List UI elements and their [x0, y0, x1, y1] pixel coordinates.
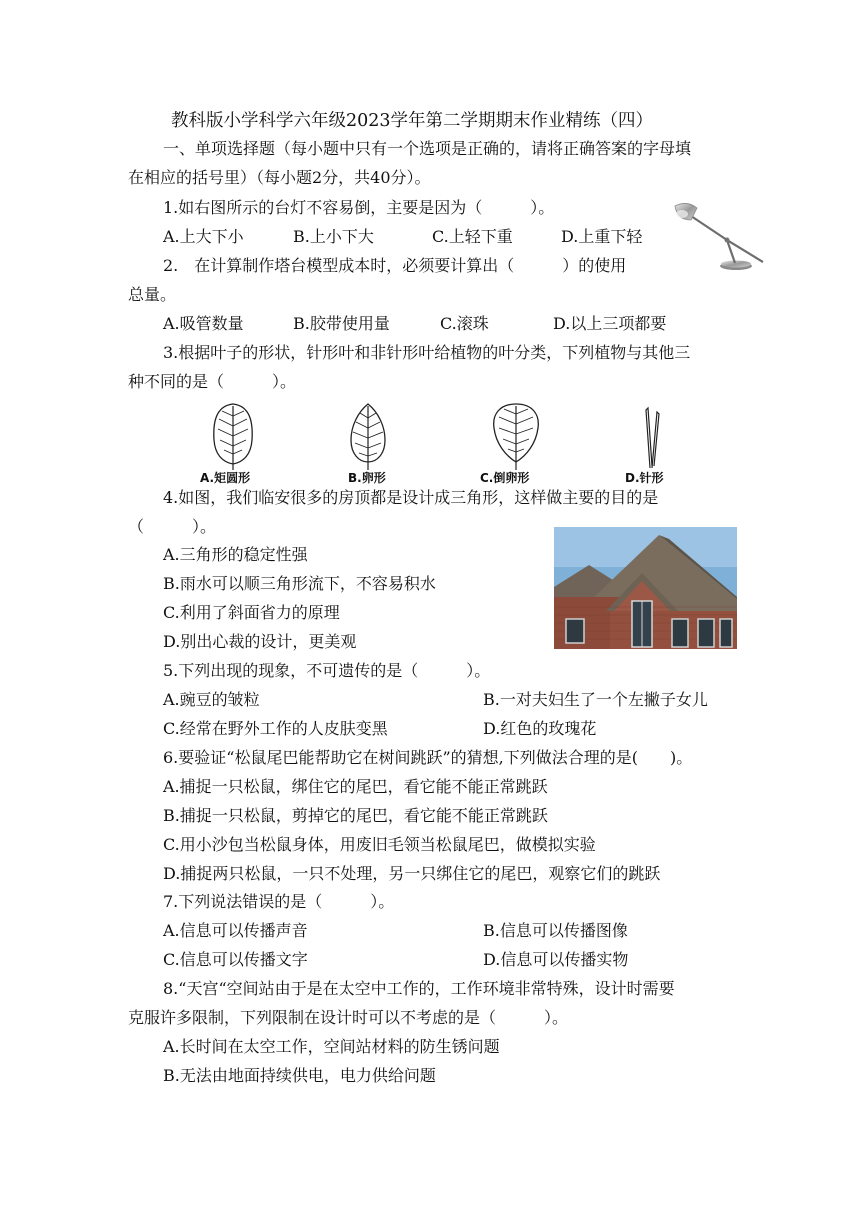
q6-option-a: A.捕捉一只松鼠，绑住它的尾巴，看它能不能正常跳跃	[163, 777, 548, 796]
q2-option-b: B.胶带使用量	[293, 314, 390, 333]
q5-stem: 5.下列出现的现象，不可遗传的是（ ）。	[163, 661, 491, 680]
q2-option-d: D.以上三项都要	[553, 314, 667, 333]
q4-stem: 4.如图，我们临安很多的房顶都是设计成三角形，这样做主要的目的是	[163, 488, 659, 507]
q5-option-c: C.经常在野外工作的人皮肤变黑	[163, 719, 388, 738]
q8-stem-cont: 克服许多限制，下列限制在设计时可以不考虑的是（ ）。	[128, 1008, 569, 1027]
leaf-label-c: C.倒卵形	[480, 471, 530, 485]
q6-stem: 6.要验证“松鼠尾巴能帮助它在树间跳跃”的猜想,下列做法合理的是( )。	[163, 748, 693, 767]
q8-option-b: B.无法由地面持续供电，电力供给问题	[163, 1066, 436, 1085]
q4-option-b: B.雨水可以顺三角形流下，不容易积水	[163, 574, 436, 593]
q8-option-a: A.长时间在太空工作，空间站材料的防生锈问题	[163, 1037, 500, 1056]
q6-option-d: D.捕捉两只松鼠，一只不处理，另一只绑住它的尾巴，观察它们的跳跃	[163, 864, 661, 883]
q1-option-a: A.上大下小	[163, 227, 244, 246]
leaf-needle-icon	[637, 402, 667, 472]
q5-option-b: B.一对夫妇生了一个左撇子女儿	[483, 690, 708, 709]
q7-option-d: D.信息可以传播实物	[483, 950, 629, 969]
q7-stem: 7.下列说法错误的是（ ）。	[163, 892, 395, 911]
q6-option-c: C.用小沙包当松鼠身体，用废旧毛领当松鼠尾巴，做模拟实验	[163, 835, 596, 854]
q4-option-a: A.三角形的稳定性强	[163, 545, 308, 564]
q8-stem: 8.“天宫“空间站由于是在太空中工作的，工作环境非常特殊，设计时需要	[163, 979, 675, 998]
q1-option-c: C.上轻下重	[432, 227, 513, 246]
leaf-label-a: A.矩圆形	[200, 471, 251, 485]
q1-stem: 1.如右图所示的台灯不容易倒，主要是因为（ ）。	[163, 198, 555, 217]
leaf-oblong-icon	[208, 402, 258, 472]
leaf-label-d: D.针形	[625, 471, 664, 485]
q5-option-d: D.红色的玫瑰花	[483, 719, 597, 738]
q7-option-b: B.信息可以传播图像	[483, 921, 628, 940]
q4-option-c: C.利用了斜面省力的原理	[163, 603, 340, 622]
q1-option-d: D.上重下轻	[561, 227, 643, 246]
q7-option-c: C.信息可以传播文字	[163, 950, 308, 969]
section-heading-cont: 在相应的括号里）（每小题2分，共40分）。	[128, 168, 431, 187]
q2-stem-cont: 总量。	[128, 285, 177, 304]
q2-stem: 2. 在计算制作塔台模型成本时，必须要计算出（ ）的使用	[163, 256, 627, 275]
q4-option-d: D.别出心裁的设计，更美观	[163, 632, 357, 651]
page-title: 教科版小学科学六年级2023学年第二学期期末作业精练（四）	[171, 111, 654, 131]
q7-option-a: A.信息可以传播声音	[163, 921, 308, 940]
desk-lamp-image	[663, 198, 773, 273]
q6-option-b: B.捕捉一只松鼠，剪掉它的尾巴，看它能不能正常跳跃	[163, 806, 548, 825]
q3-stem: 3.根据叶子的形状，针形叶和非针形叶给植物的叶分类，下列植物与其他三	[163, 343, 691, 362]
leaf-obovate-icon	[488, 402, 544, 472]
q2-option-c: C.滚珠	[440, 314, 489, 333]
q2-option-a: A.吸管数量	[163, 314, 244, 333]
section-heading: 一、单项选择题（每小题中只有一个选项是正确的，请将正确答案的字母填	[163, 139, 692, 158]
leaf-label-b: B.卵形	[348, 471, 386, 485]
leaf-ovate-icon	[343, 402, 393, 472]
q3-stem-cont: 种不同的是（ ）。	[128, 372, 297, 391]
q4-stem-cont: （ ）。	[128, 517, 217, 536]
q5-option-a: A.豌豆的皱粒	[163, 690, 260, 709]
q1-option-b: B.上小下大	[293, 227, 374, 246]
house-roof-image	[554, 527, 737, 649]
